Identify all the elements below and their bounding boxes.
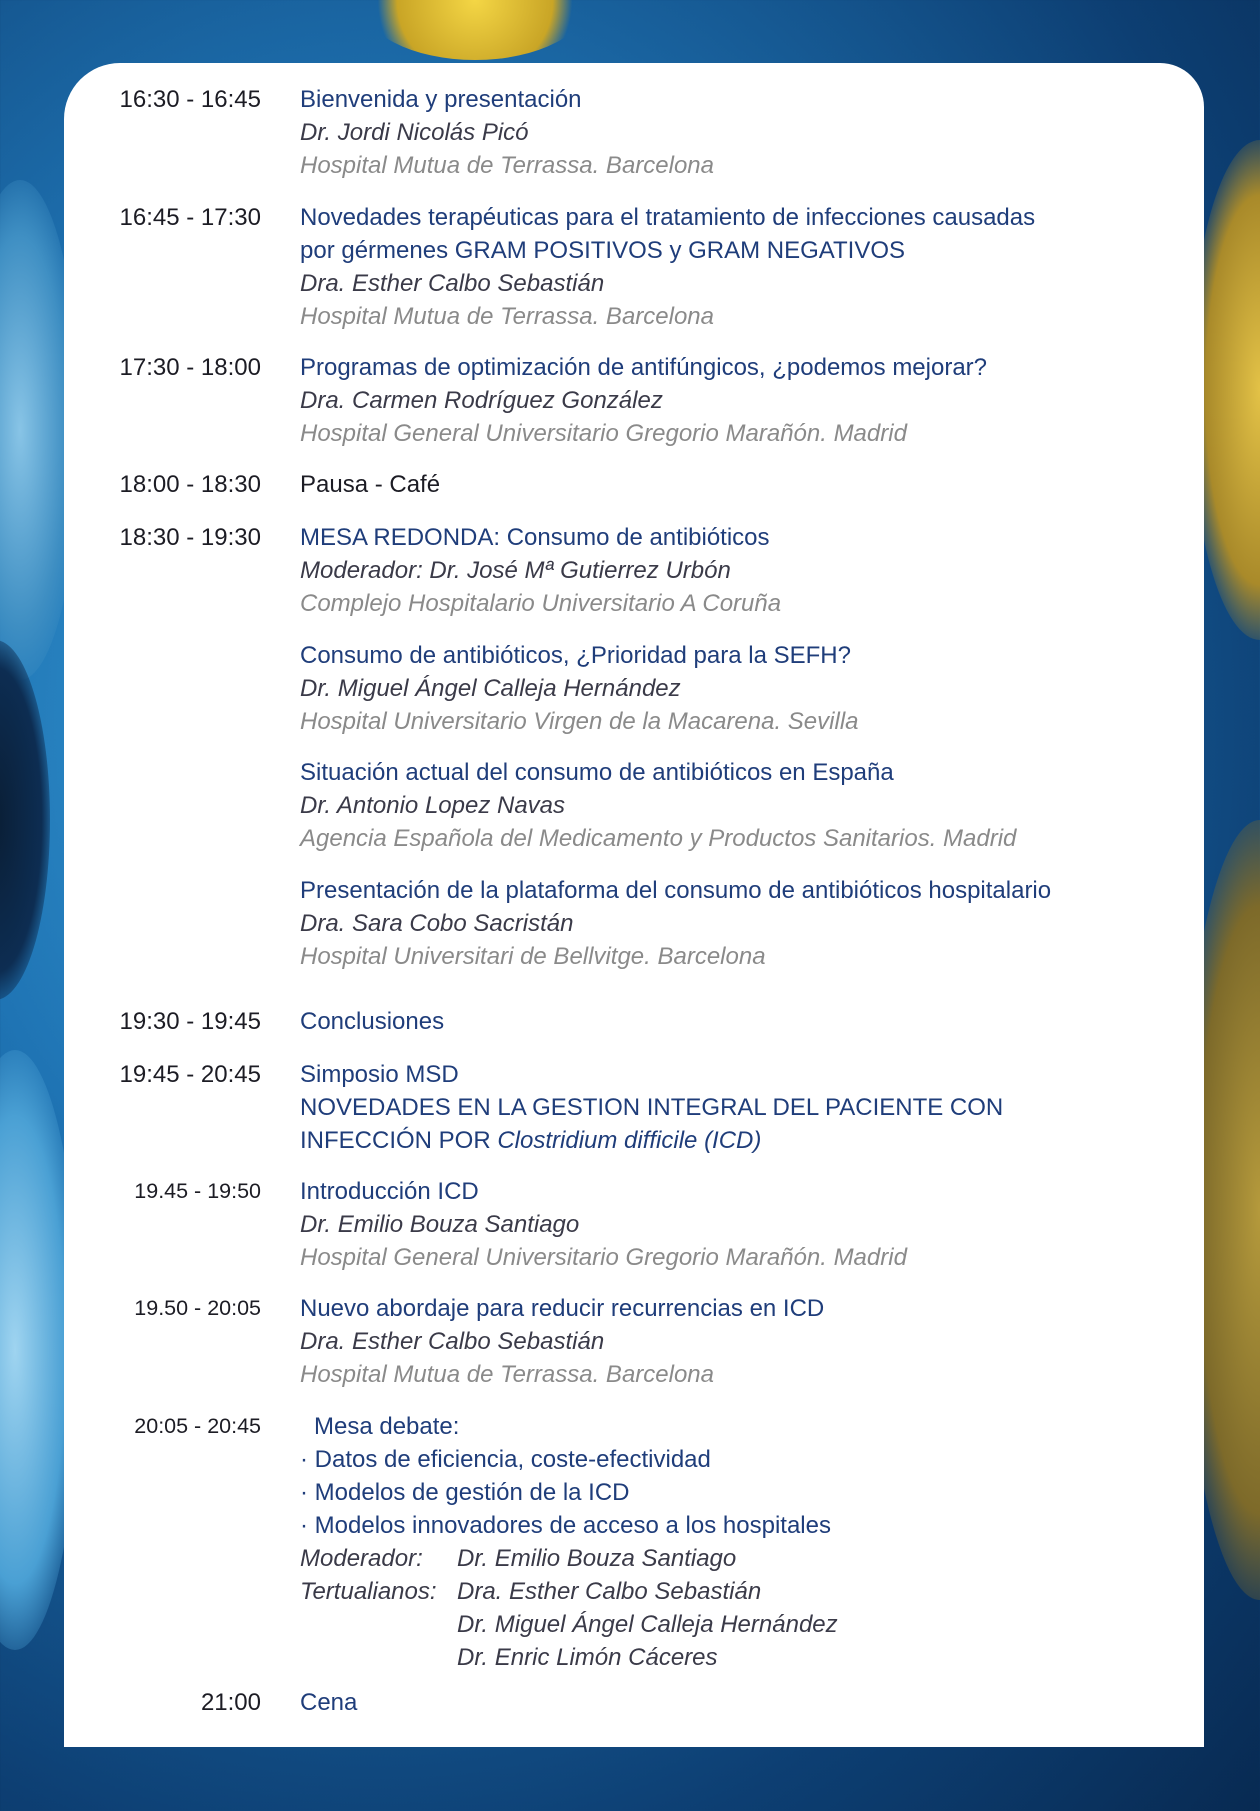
agenda-time: 16:30 - 16:45 — [119, 86, 261, 113]
agenda-time: 19.45 - 19:50 — [134, 1179, 261, 1203]
panelist-name: Dr. Enric Limón Cáceres — [457, 1644, 718, 1671]
agenda-speaker: Moderador: Dr. José Mª Gutierrez Urbón — [300, 557, 731, 584]
agenda-title: Pausa - Café — [300, 471, 441, 498]
agenda-title-cont: NOVEDADES EN LA GESTION INTEGRAL DEL PACIENTE CON — [300, 1094, 1004, 1121]
agenda-time: 19:30 - 19:45 — [119, 1008, 261, 1035]
agenda-time: 17:30 - 18:00 — [119, 354, 261, 381]
agenda-title: Nuevo abordaje para reducir recurrencias en ICD — [300, 1295, 825, 1322]
agenda-speaker: Dr. Jordi Nicolás Picó — [300, 119, 529, 146]
agenda-institution: Hospital Mutua de Terrassa. Barcelona — [300, 152, 714, 179]
moderator-row — [300, 1542, 1180, 1575]
agenda-card — [64, 63, 1204, 1747]
panelist-name: Dr. Miguel Ángel Calleja Hernández — [457, 1611, 838, 1638]
agenda-title: Bienvenida y presentación — [300, 86, 582, 113]
agenda-time: 16:45 - 17:30 — [119, 204, 261, 231]
agenda-title: Introducción ICD — [300, 1178, 479, 1205]
agenda-title: Presentación de la plataforma del consumo de antibióticos hospitalario — [300, 877, 1052, 904]
agenda-speaker: Dra. Carmen Rodríguez González — [300, 387, 663, 414]
panel-label: Tertualianos: — [300, 1578, 437, 1605]
virus-decoration-top — [360, 0, 590, 60]
panel-row — [300, 1608, 1180, 1641]
agenda-title: Situación actual del consumo de antibióticos en España — [300, 759, 894, 786]
agenda-time: 20:05 - 20:45 — [134, 1414, 261, 1438]
agenda-institution: Hospital General Universitario Gregorio Marañón. Madrid — [300, 1244, 907, 1271]
agenda-title-italic: Clostridium difficile (ICD) — [497, 1127, 762, 1154]
agenda-time: 21:00 — [200, 1689, 261, 1716]
agenda-title: Novedades terapéuticas para el tratamiento de infecciones causadas — [300, 204, 1036, 231]
agenda-time: 19:45 - 20:45 — [119, 1061, 261, 1088]
panelist-name: Dra. Esther Calbo Sebastián — [457, 1578, 762, 1605]
debate-bullet: · Modelos de gestión de la ICD — [300, 1479, 630, 1506]
agenda-speaker: Dra. Esther Calbo Sebastián — [300, 1328, 605, 1355]
agenda-institution: Complejo Hospitalario Universitario A Coruña — [300, 590, 782, 617]
moderator-label: Moderador: — [300, 1545, 423, 1572]
agenda-title: Conclusiones — [300, 1008, 445, 1035]
agenda-speaker: Dra. Esther Calbo Sebastián — [300, 270, 605, 297]
agenda-time: 19.50 - 20:05 — [134, 1296, 261, 1320]
agenda-institution: Hospital Universitario Virgen de la Macarena. Sevilla — [300, 708, 859, 735]
agenda-title: MESA REDONDA: Consumo de antibióticos — [300, 524, 770, 551]
agenda-speaker: Dr. Antonio Lopez Navas — [300, 792, 566, 819]
agenda-title-cont — [300, 1124, 1180, 1157]
agenda-institution: Agencia Española del Medicamento y Productos Sanitarios. Madrid — [300, 825, 1017, 852]
agenda-title-cont: por gérmenes GRAM POSITIVOS y GRAM NEGATIVOS — [300, 237, 906, 264]
agenda-time: 18:30 - 19:30 — [119, 524, 261, 551]
agenda-title: Cena — [300, 1689, 358, 1716]
agenda-speaker: Dra. Sara Cobo Sacristán — [300, 910, 574, 937]
agenda-speaker: Dr. Emilio Bouza Santiago — [300, 1211, 580, 1238]
panel-row — [300, 1641, 1180, 1674]
agenda-institution: Hospital General Universitario Gregorio Marañón. Madrid — [300, 420, 907, 447]
panel-row — [300, 1575, 1180, 1608]
moderator-name: Dr. Emilio Bouza Santiago — [457, 1545, 737, 1572]
agenda-title: Mesa debate: — [314, 1413, 460, 1440]
agenda-time: 18:00 - 18:30 — [119, 471, 261, 498]
agenda-title-plain: INFECCIÓN POR — [300, 1127, 498, 1154]
agenda-speaker: Dr. Miguel Ángel Calleja Hernández — [300, 675, 681, 702]
agenda-institution: Hospital Universitari de Bellvitge. Barcelona — [300, 943, 766, 970]
debate-bullet: · Datos de eficiencia, coste-efectividad — [300, 1446, 711, 1473]
agenda-title: Simposio MSD — [300, 1061, 459, 1088]
agenda-institution: Hospital Mutua de Terrassa. Barcelona — [300, 303, 714, 330]
agenda-title: Consumo de antibióticos, ¿Prioridad para la SEFH? — [300, 642, 851, 669]
agenda-institution: Hospital Mutua de Terrassa. Barcelona — [300, 1361, 714, 1388]
debate-bullet: · Modelos innovadores de acceso a los hospitales — [300, 1512, 831, 1539]
agenda-title: Programas de optimización de antifúngicos, ¿podemos mejorar? — [300, 354, 988, 381]
virus-decoration-left-dark — [0, 640, 50, 1000]
